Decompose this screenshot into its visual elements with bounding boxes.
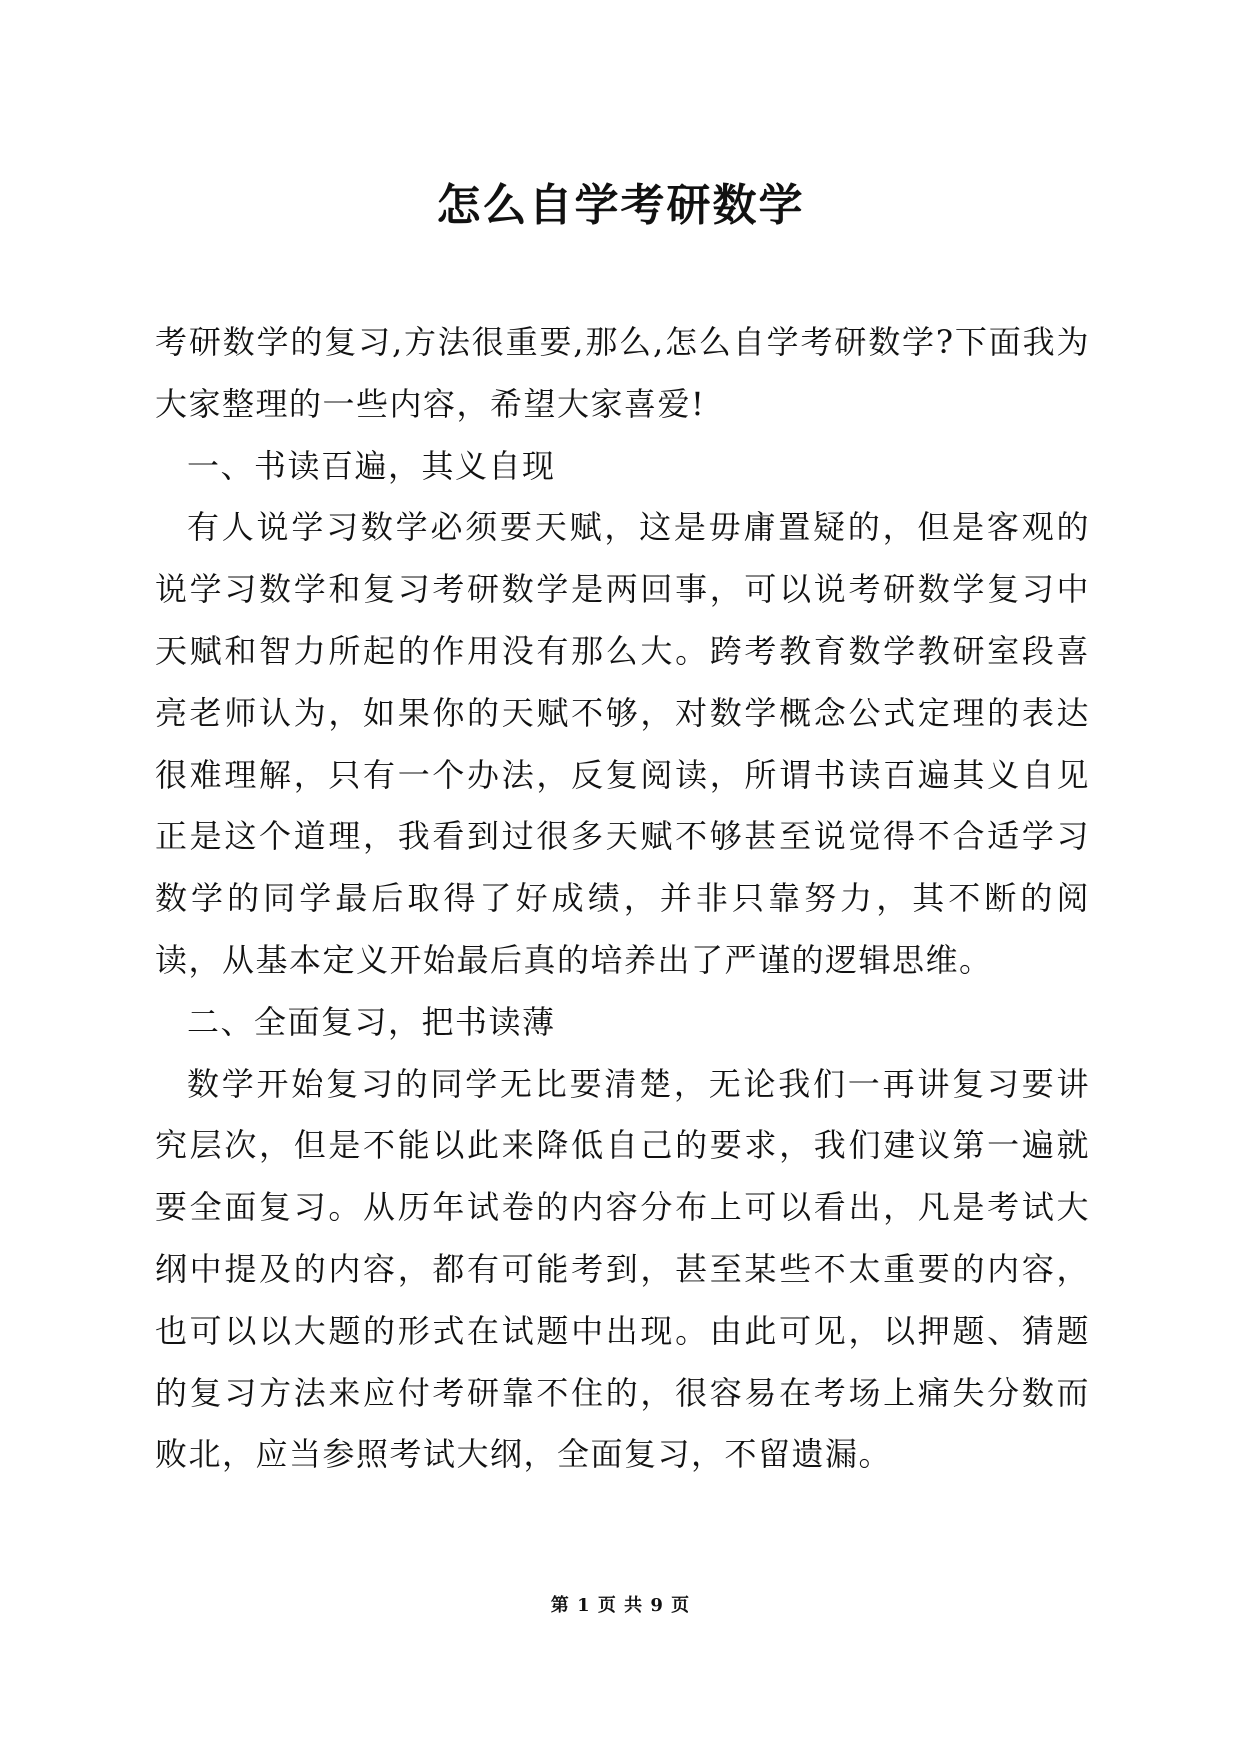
intro-paragraph: 考研数学的复习,方法很重要,那么,怎么自学考研数学?下面我为大家整理的一些内容，希望大家喜爱!	[155, 323, 1090, 423]
section-2-paragraph: 数学开始复习的同学无比要清楚，无论我们一再讲复习要讲究层次，但是不能以此来降低自己的要求，我们建议第一遍就要全面复习。从历年试卷的内容分布上可以看出，凡是考试大纲中提及的内容，都有可能考到，甚至某些不太重要的内容，也可以以大题的形式在试题中出现。由此可见，以押题、猜题的复习方法来应付考研靠不住的，很容易在考场上痛失分数而败北，应当参照考试大纲，全面复习，不留遗漏。	[155, 1064, 1090, 1474]
section-heading-1: 一、书读百遍，其义自现	[187, 446, 556, 485]
page-footer: 第 1 页 共 9 页	[550, 1595, 691, 1616]
page-title: 怎么自学考研数学	[436, 180, 805, 231]
section-1-paragraph: 有人说学习数学必须要天赋，这是毋庸置疑的，但是客观的说学习数学和复习考研数学是两回事，可以说考研数学复习中天赋和智力所起的作用没有那么大。跨考教育数学教研室段喜亮老师认为，如果你的天赋不够，对数学概念公式定理的表达很难理解，只有一个办法，反复阅读，所谓书读百遍其义自见正是这个道理，我看到过很多天赋不够甚至说觉得不合适学习数学的同学最后取得了好成绩，并非只靠努力，其不断的阅读，从基本定义开始最后真的培养出了严谨的逻辑思维。	[155, 508, 1090, 979]
section-heading-2: 二、全面复习，把书读薄	[187, 1002, 556, 1041]
document-body	[155, 312, 1090, 1486]
